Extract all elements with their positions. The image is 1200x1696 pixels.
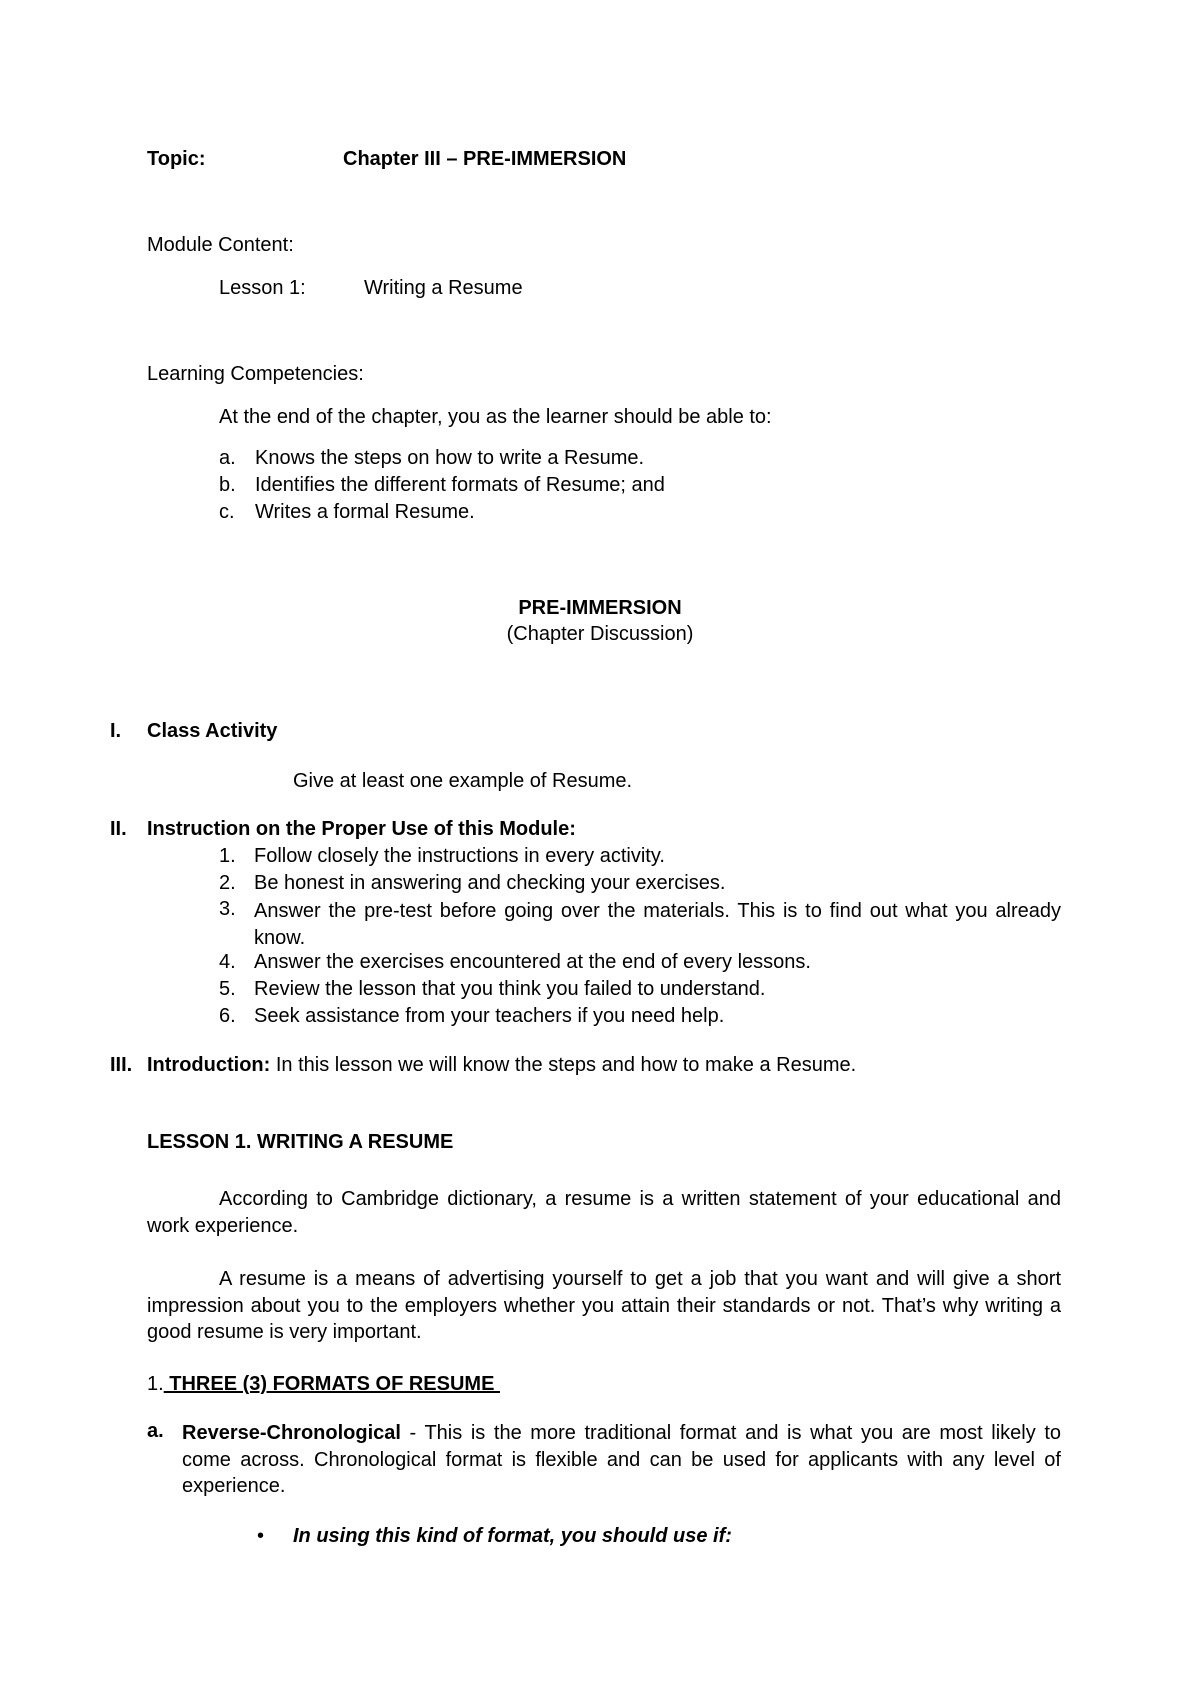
list-item: Be honest in answering and checking your exercises.: [254, 872, 726, 894]
list-item: Knows the steps on how to write a Resume.: [255, 447, 645, 469]
chapter-subtitle: (Chapter Discussion): [506, 623, 694, 645]
list-item-marker: b.: [219, 474, 236, 496]
list-item-marker: a.: [219, 447, 236, 469]
section-numeral: III.: [110, 1054, 133, 1076]
introduction-text: In this lesson we will know the steps and how to make a Resume.: [270, 1054, 857, 1076]
list-item: Answer the pre-test before going over the materials. This is to find out what you already know.: [254, 900, 1061, 949]
formats-number: 1.: [147, 1373, 164, 1395]
lesson-heading: LESSON 1. WRITING A RESUME: [147, 1131, 454, 1153]
list-item-marker: 6.: [219, 1005, 236, 1027]
lesson-label: Lesson 1:: [219, 277, 306, 299]
class-activity-text: Give at least one example of Resume.: [293, 770, 633, 792]
formats-heading-text: THREE (3) FORMATS OF RESUME: [163, 1373, 500, 1395]
format-a-marker: a.: [147, 1420, 164, 1442]
introduction-paragraph: [147, 1054, 856, 1077]
list-item-marker: 5.: [219, 978, 236, 1000]
list-item-marker: c.: [219, 501, 235, 523]
list-item: Follow closely the instructions in every activity.: [254, 845, 665, 867]
list-item-marker: 3.: [219, 898, 236, 920]
format-a-title: Reverse-Chronological: [182, 1422, 401, 1444]
list-item-marker: 2.: [219, 872, 236, 894]
lesson-title: Writing a Resume: [364, 277, 523, 299]
introduction-label: Introduction:: [147, 1054, 271, 1076]
competencies-intro: At the end of the chapter, you as the learner should be able to:: [219, 406, 772, 428]
formats-heading: [147, 1373, 500, 1396]
lesson-paragraph-1: According to Cambridge dictionary, a resume is a written statement of your educational and work experience.: [147, 1188, 1061, 1237]
list-item: Review the lesson that you think you failed to understand.: [254, 978, 766, 1000]
list-item: Seek assistance from your teachers if you need help.: [254, 1005, 725, 1027]
chapter-title: PRE-IMMERSION: [518, 597, 682, 619]
section-title-class-activity: Class Activity: [147, 720, 278, 742]
list-item: Answer the exercises encountered at the end of every lessons.: [254, 951, 811, 973]
format-a-text: - This is the more traditional format and is what you are most likely to come across. Chronological format is flexible and can be used for applicants with any level of experience.: [182, 1422, 1061, 1497]
list-item-marker: 1.: [219, 845, 236, 867]
section-numeral: II.: [110, 818, 127, 840]
bullet-text: In using this kind of format, you should use if:: [293, 1525, 732, 1547]
list-item: Writes a formal Resume.: [255, 501, 475, 523]
bullet-icon: •: [257, 1525, 265, 1547]
section-title-instruction: Instruction on the Proper Use of this Module:: [147, 818, 576, 840]
competencies-heading: Learning Competencies:: [147, 363, 364, 385]
topic-value: Chapter III – PRE-IMMERSION: [343, 148, 627, 170]
list-item-marker: 4.: [219, 951, 236, 973]
module-content-label: Module Content:: [147, 234, 294, 256]
list-item: Identifies the different formats of Resume; and: [255, 474, 665, 496]
format-a-paragraph: [182, 1420, 1061, 1500]
lesson-paragraph-2: A resume is a means of advertising yourself to get a job that you want and will give a short impression about you to the employers whether you attain their standards or not. That’s why writing a good resume is very important.: [147, 1268, 1061, 1343]
section-numeral: I.: [110, 720, 122, 742]
topic-label: Topic:: [147, 148, 206, 170]
